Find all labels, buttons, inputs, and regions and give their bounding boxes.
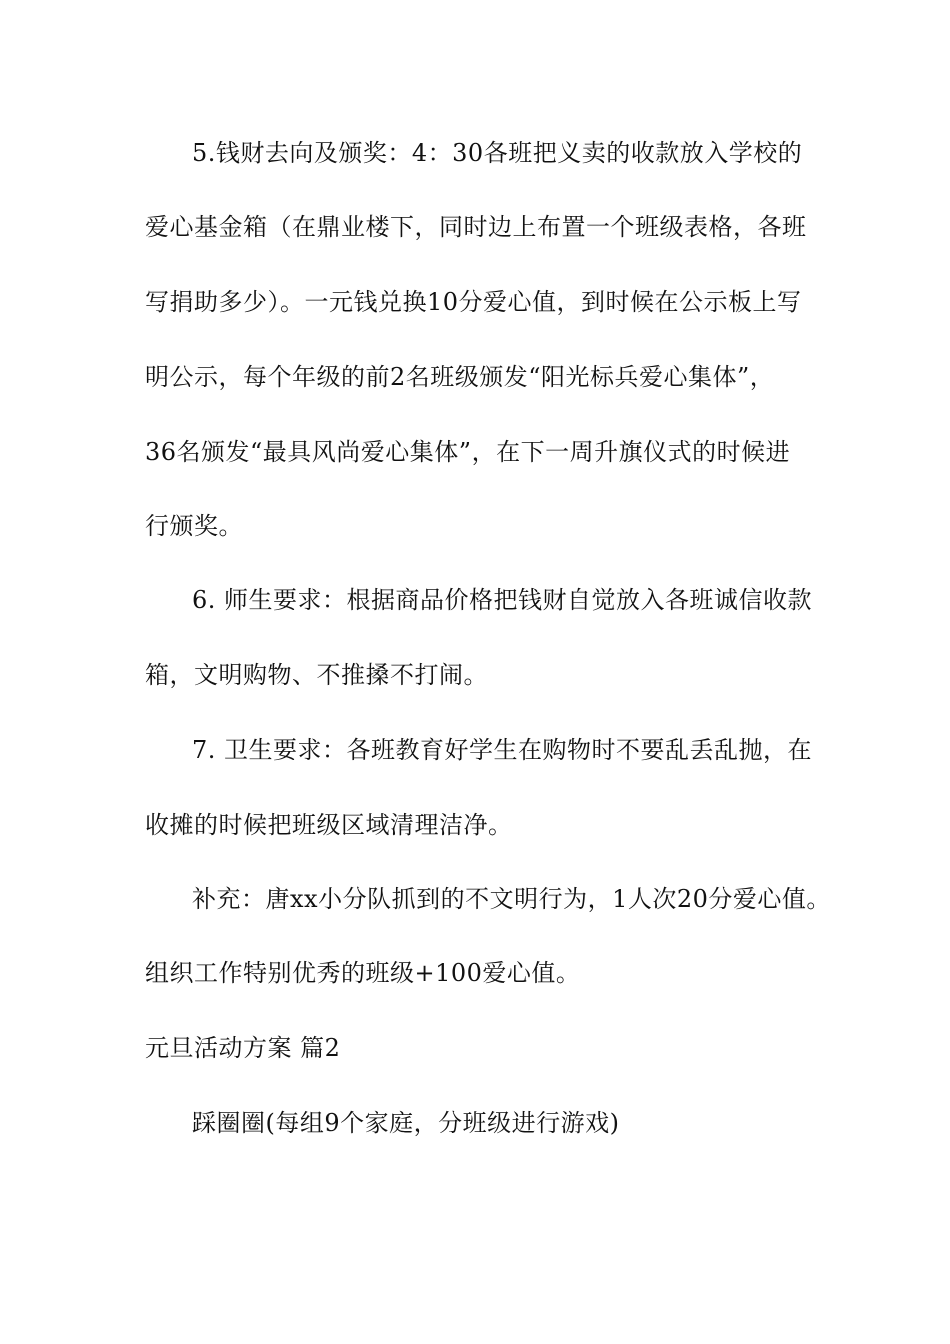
- paragraph-line: 补充：唐xx小分队抓到的不文明行为，1人次20分爱心值。: [192, 885, 831, 913]
- paragraph-line: 36名颁发“最具风尚爱心集体”，在下一周升旗仪式的时候进: [145, 438, 791, 466]
- paragraph-line: 爱心基金箱（在鼎业楼下，同时边上布置一个班级表格，各班: [145, 213, 807, 241]
- paragraph-line: 7. 卫生要求：各班教育好学生在购物时不要乱丢乱抛，在: [192, 736, 813, 764]
- paragraph-line: 组织工作特别优秀的班级+100爱心值。: [145, 959, 581, 987]
- paragraph-line: 箱，文明购物、不推搡不打闹。: [145, 661, 488, 689]
- paragraph-line: 明公示，每个年级的前2名班级颁发“阳光标兵爱心集体”，: [145, 363, 775, 391]
- paragraph-line: 5.钱财去向及颁奖：4：30各班把义卖的收款放入学校的: [192, 139, 803, 167]
- paragraph-line: 写捐助多少）。一元钱兑换10分爱心值，到时候在公示板上写: [145, 288, 802, 316]
- paragraph-line: 6. 师生要求：根据商品价格把钱财自觉放入各班诚信收款: [192, 586, 813, 614]
- paragraph-line: 行颁奖。: [145, 512, 243, 540]
- section-heading: 元旦活动方案 篇2: [145, 1034, 341, 1062]
- paragraph-line: 收摊的时候把班级区域清理洁净。: [145, 811, 513, 839]
- paragraph-line: 踩圈圈(每组9个家庭，分班级进行游戏): [192, 1109, 620, 1137]
